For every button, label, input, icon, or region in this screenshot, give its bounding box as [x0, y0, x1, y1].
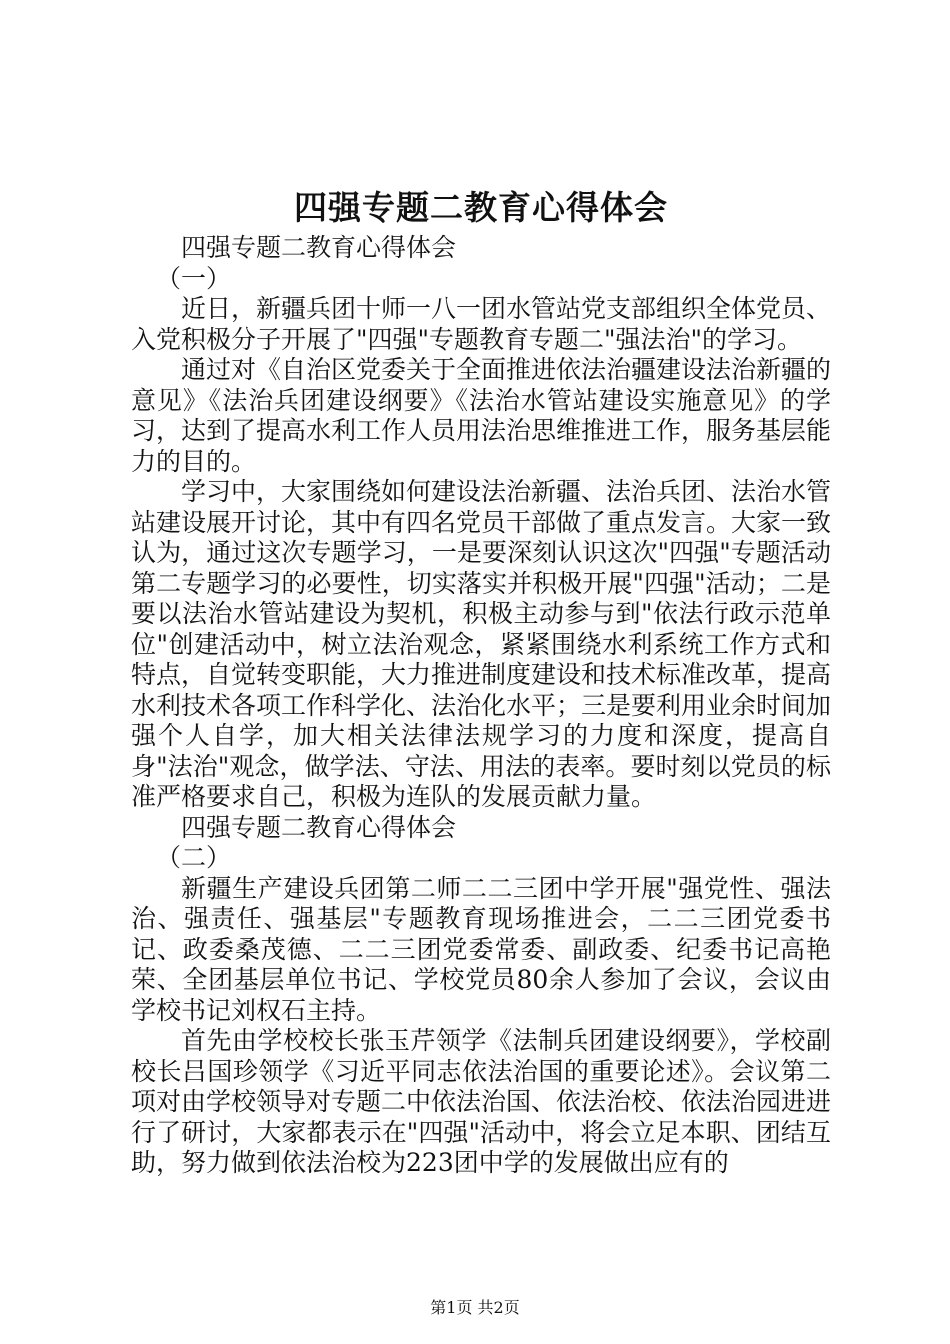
paragraph-subtitle-1: 四强专题二教育心得体会 — [181, 233, 457, 262]
paragraph: 新疆生产建设兵团第二师二二三团中学开展"强党性、强法治、强责任、强基层"专题教育现场推进会，二二三团党委书记、政委桑茂德、二二三团党委常委、副政委、纪委书记高艳荣、全团基层单位书记、学校党员80余人参加了会议，会议由学校书记刘权石主持。 — [131, 873, 831, 1025]
document-title: 四强专题二教育心得体会 — [294, 188, 668, 227]
document-body — [131, 233, 831, 1179]
paragraph-subtitle-2: 四强专题二教育心得体会 — [181, 812, 457, 842]
paragraph: 近日，新疆兵团十师一八一团水管站党支部组织全体党员、入党积极分子开展了"四强"专题教育专题二"强法治"的学习。 — [131, 294, 832, 354]
paragraph-section-1: （一） — [156, 263, 232, 293]
page-footer: 第1页 共2页 — [430, 1298, 520, 1317]
paragraph: 学习中，大家围绕如何建设法治新疆、法治兵团、法治水管站建设展开讨论，其中有四名党员干部做了重点发言。大家一致认为，通过这次专题学习，一是要深刻认识这次"四强"专题活动第二专题学习的必要性，切实落实并积极开展"四强"活动；二是要以法治水管站建设为契机，积极主动参与到"依法行政示范单位"创建活动中，树立法治观念，紧紧围绕水利系统工作方式和特点，自觉转变职能，大力推进制度建设和技术标准改革，提高水利技术各项工作科学化、法治化水平；三是要利用业余时间加强个人自学，加大相关法律法规学习的力度和深度，提高自身"法治"观念，做学法、守法、用法的表率。要时刻以党员的标准严格要求自己，积极为连队的发展贡献力量。 — [131, 477, 832, 811]
paragraph: 通过对《自治区党委关于全面推进依法治疆建设法治新疆的意见》《法治兵团建设纲要》《法治水管站建设实施意见》的学习，达到了提高水利工作人员用法治思维推进工作，服务基层能力的目的。 — [131, 355, 832, 476]
paragraph: 首先由学校校长张玉芹领学《法制兵团建设纲要》，学校副校长吕国珍领学《习近平同志依法治国的重要论述》。会议第二项对由学校领导对专题二中依法治国、依法治校、依法治园进进行了研讨，大家都表示在"四强"活动中，将会立足本职、团结互助，努力做到依法治校为223团中学的发展做出应有的 — [131, 1026, 832, 1177]
paragraph-section-2: （二） — [156, 843, 232, 872]
